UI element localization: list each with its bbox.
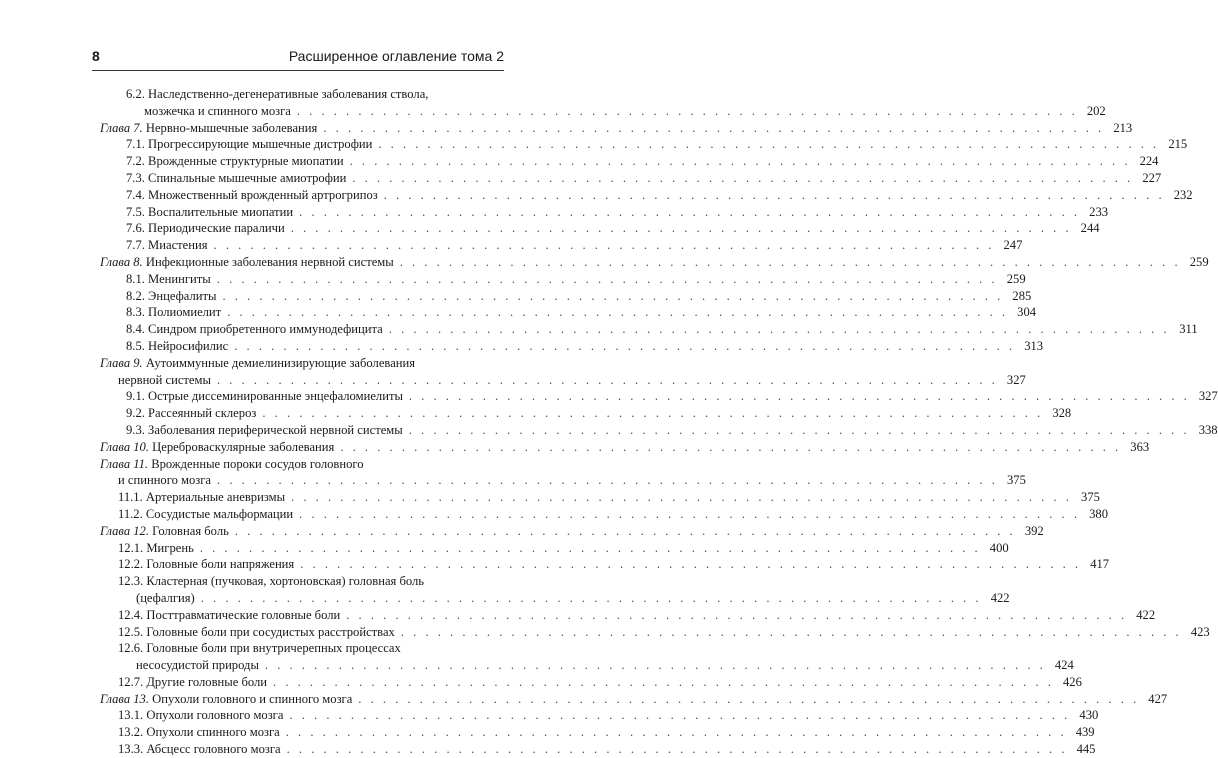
toc-page-number: 427 [1148, 691, 1168, 706]
toc-entry-label [118, 506, 293, 523]
toc-page-number: 417 [1090, 557, 1110, 572]
toc-section-entry [100, 271, 1026, 288]
toc-line [118, 556, 1110, 573]
dot-leader: . . . . . . . . . . . . . . . . . . . . . . . . . . . . . . . . . . . . . . . . . . . . . . . . . . . . . . . . . . . . . . . . [352, 170, 1134, 185]
section-number: 7.4. [126, 187, 145, 202]
toc-page-number: 422 [990, 590, 1010, 605]
section-number: 11.1. [118, 490, 143, 505]
toc-page-number: 233 [1089, 204, 1109, 219]
dot-leader: . . . . . . . . . . . . . . . . . . . . . . . . . . . . . . . . . . . . . . . . . . . . . . . . . . . . . . . . . . . . . . . . [285, 725, 1067, 740]
toc-entry-title: Наследственно-дегенеративные заболевания ствола, [148, 87, 429, 101]
dot-leader: . . . . . . . . . . . . . . . . . . . . . . . . . . . . . . . . . . . . . . . . . . . . . . . . . . . . . . . . . . . . . . . . [358, 691, 1140, 706]
toc-entry-label [126, 187, 378, 204]
toc-section-entry [100, 489, 1100, 506]
toc-section-entry [100, 204, 1109, 221]
dot-leader: . . . . . . . . . . . . . . . . . . . . . . . . . . . . . . . . . . . . . . . . . . . . . . . . . . . . . . . . . . . . . . . . [286, 742, 1068, 757]
toc-page-number: 439 [1075, 725, 1095, 740]
toc-entry-label [136, 657, 259, 674]
section-number: 13.2. [118, 725, 144, 740]
toc-section-entry [100, 540, 1009, 557]
dot-leader: . . . . . . . . . . . . . . . . . . . . . . . . . . . . . . . . . . . . . . . . . . . . . . . . . . . . . . . . . . . . . . . . [300, 557, 1082, 572]
dot-leader: . . . . . . . . . . . . . . . . . . . . . . . . . . . . . . . . . . . . . . . . . . . . . . . . . . . . . . . . . . . . . . . . [299, 204, 1081, 219]
toc-entry-label [126, 237, 208, 254]
dot-leader: . . . . . . . . . . . . . . . . . . . . . . . . . . . . . . . . . . . . . . . . . . . . . . . . . . . . . . . . . . . . . . . . [262, 406, 1044, 421]
toc-entry-label [118, 707, 283, 724]
toc-entry-title: Прогрессирующие мышечные дистрофии [148, 137, 373, 152]
toc-entry-label [118, 641, 401, 655]
toc-entry-label [126, 204, 293, 221]
toc-entry-title: Периодические параличи [148, 221, 285, 236]
toc-entry-label [126, 388, 403, 405]
toc-entry-label [100, 356, 415, 370]
toc-entry-label [118, 724, 280, 741]
toc-line [100, 472, 1026, 489]
table-of-contents [100, 86, 1218, 758]
toc-line [118, 506, 1108, 523]
chapter-label: Глава 13. [100, 691, 150, 706]
toc-line [118, 489, 1100, 506]
toc-entry-label [136, 590, 195, 607]
toc-entry-title: Головные боли при сосудистых расстройствах [146, 624, 395, 639]
toc-entry-title: Головная боль [152, 523, 229, 538]
toc-entry-title: Опухоли спинного мозга [146, 725, 280, 740]
toc-page-number: 213 [1113, 120, 1133, 135]
toc-line [118, 724, 1095, 741]
toc-section-entry [100, 707, 1099, 724]
toc-line [100, 439, 1150, 456]
toc-entry-title: Рассеянный склероз [148, 406, 257, 421]
toc-chapter-entry [100, 439, 1150, 456]
dot-leader: . . . . . . . . . . . . . . . . . . . . . . . . . . . . . . . . . . . . . . . . . . . . . . . . . . . . . . . . . . . . . . . . [227, 305, 1009, 320]
toc-entry-title: Сосудистые мальформации [145, 506, 294, 521]
toc-page-number: 285 [1012, 288, 1032, 303]
toc-line [118, 640, 513, 657]
toc-entry-title: Нейросифилис [148, 338, 229, 353]
dot-leader: . . . . . . . . . . . . . . . . . . . . . . . . . . . . . . . . . . . . . . . . . . . . . . . . . . . . . . . . . . . . . . . . [408, 389, 1190, 404]
toc-line [126, 422, 1218, 439]
toc-entry-label [100, 439, 334, 456]
section-number: 12.4. [118, 607, 144, 622]
toc-line [118, 741, 1096, 758]
dot-leader: . . . . . . . . . . . . . . . . . . . . . . . . . . . . . . . . . . . . . . . . . . . . . . . . . . . . . . . . . . . . . . . . [346, 607, 1128, 622]
chapter-label: Глава 8. [100, 254, 143, 269]
toc-line [100, 691, 1168, 708]
toc-line [126, 237, 1023, 254]
toc-entry-label [118, 607, 340, 624]
toc-page-number: 430 [1079, 708, 1099, 723]
toc-section-entry [100, 338, 1044, 355]
section-number: 8.4. [126, 322, 145, 337]
toc-section-entry [100, 422, 1218, 439]
section-number: 12.2. [118, 557, 144, 572]
toc-entry-title: Синдром приобретенного иммунодефицита [148, 322, 383, 337]
toc-entry-title: Опухоли головного и спинного мозга [152, 691, 353, 706]
toc-section-entry [100, 237, 1023, 254]
toc-line [126, 103, 1106, 120]
toc-line [118, 607, 1156, 624]
section-number: 11.2. [118, 506, 143, 521]
toc-entry-label [118, 556, 294, 573]
toc-entry-title: Острые диссеминированные энцефаломиелиты [148, 389, 403, 404]
toc-entry-label [118, 540, 194, 557]
section-number: 13.1. [118, 708, 144, 723]
toc-section-entry [100, 674, 1082, 691]
toc-section-entry [100, 624, 1210, 641]
toc-page-number: 224 [1139, 154, 1159, 169]
toc-page-number: 422 [1136, 607, 1156, 622]
toc-entry-title: Спинальные мышечные амиотрофии [148, 170, 347, 185]
toc-page-number: 259 [1006, 271, 1026, 286]
toc-page-number: 375 [1007, 473, 1026, 488]
toc-page-number: 202 [1086, 103, 1106, 118]
dot-leader: . . . . . . . . . . . . . . . . . . . . . . . . . . . . . . . . . . . . . . . . . . . . . . . . . . . . . . . . . . . . . . . . [200, 590, 982, 605]
section-number: 8.2. [126, 288, 145, 303]
toc-line [118, 657, 1074, 674]
chapter-label: Глава 10. [100, 439, 150, 454]
toc-entry-title: Головные боли напряжения [146, 557, 295, 572]
dot-leader: . . . . . . . . . . . . . . . . . . . . . . . . . . . . . . . . . . . . . . . . . . . . . . . . . . . . . . . . . . . . . . . . [299, 506, 1080, 521]
toc-entry-title: мозжечка и спинного мозга [144, 103, 291, 118]
toc-section-entry [100, 136, 1188, 153]
toc-line [126, 388, 1218, 405]
dot-leader: . . . . . . . . . . . . . . . . . . . . . . . . . . . . . . . . . . . . . . . . . . . . . . . . . . . . . . . . . . . . . . . . [222, 288, 1004, 303]
toc-entry-label [118, 624, 395, 641]
toc-chapter-entry [100, 523, 1044, 540]
toc-line [118, 590, 1010, 607]
toc-chapter-entry [100, 120, 1133, 137]
toc-line [100, 355, 513, 372]
dot-leader: . . . . . . . . . . . . . . . . . . . . . . . . . . . . . . . . . . . . . . . . . . . . . . . . . . . . . . . . . . . . . . . . [349, 154, 1131, 169]
running-title: Расширенное оглавление тома 2 [288, 48, 504, 64]
chapter-label: Глава 12. [100, 523, 150, 538]
toc-entry-label [126, 422, 403, 439]
toc-line [126, 170, 1162, 187]
toc-page-number: 426 [1063, 674, 1082, 689]
toc-entry-label [100, 457, 364, 471]
toc-line [118, 573, 513, 590]
toc-entry-title: Посттравматические головные боли [146, 607, 341, 622]
toc-section-entry [100, 506, 1108, 523]
toc-line [118, 540, 1009, 557]
toc-entry-label [144, 103, 291, 120]
toc-entry-title: Головные боли при внутричерепных процессах [146, 641, 401, 656]
toc-entry-title: Врожденные структурные миопатии [148, 154, 344, 169]
toc-entry-label [118, 741, 281, 758]
dot-leader: . . . . . . . . . . . . . . . . . . . . . . . . . . . . . . . . . . . . . . . . . . . . . . . . . . . . . . . . . . . . . . . . [216, 271, 998, 286]
toc-line [100, 523, 1044, 540]
toc-entry-title: нервной системы [118, 372, 211, 387]
section-number: 12.1. [118, 540, 144, 555]
toc-line [126, 153, 1159, 170]
toc-entry-title: и спинного мозга [118, 473, 212, 488]
toc-entry-label [126, 220, 285, 237]
toc-entry-title: Энцефалиты [148, 288, 217, 303]
toc-line [126, 86, 513, 103]
toc-section-entry [100, 724, 1095, 741]
toc-page-number: 247 [1003, 238, 1023, 253]
toc-page-number: 327 [1198, 389, 1218, 404]
toc-entry-title: (цефалгия) [136, 590, 195, 605]
section-number: 7.6. [126, 221, 145, 236]
toc-section-entry [100, 321, 1198, 338]
toc-entry-title: Опухоли головного мозга [146, 708, 284, 723]
toc-page-number: 424 [1054, 658, 1074, 673]
section-number: 7.3. [126, 170, 145, 185]
toc-entry-title: Полиомиелит [148, 305, 222, 320]
toc-section-entry [100, 607, 1156, 624]
toc-line [118, 674, 1082, 691]
toc-entry-label [126, 153, 344, 170]
dot-leader: . . . . . . . . . . . . . . . . . . . . . . . . . . . . . . . . . . . . . . . . . . . . . . . . . . . . . . . . . . . . . . . . [234, 338, 1016, 353]
section-number: 7.1. [126, 137, 145, 152]
toc-entry-title: Мигрень [146, 540, 194, 555]
dot-leader: . . . . . . . . . . . . . . . . . . . . . . . . . . . . . . . . . . . . . . . . . . . . . . . . . . . . . . . . . . . . . . . . [323, 120, 1105, 135]
toc-entry-label [126, 304, 221, 321]
toc-line [126, 321, 1198, 338]
toc-entry-label [100, 120, 317, 137]
toc-entry-label [100, 523, 229, 540]
dot-leader: . . . . . . . . . . . . . . . . . . . . . . . . . . . . . . . . . . . . . . . . . . . . . . . . . . . . . . . . . . . . . . . . [199, 540, 981, 555]
dot-leader: . . . . . . . . . . . . . . . . . . . . . . . . . . . . . . . . . . . . . . . . . . . . . . . . . . . . . . . . . . . . . . . . [234, 523, 1016, 538]
toc-chapter-entry [100, 691, 1168, 708]
section-number: 6.2. [126, 87, 145, 101]
toc-entry-title: Множественный врожденный артрогрипоз [148, 187, 378, 202]
toc-section-entry [100, 170, 1162, 187]
toc-page-number: 423 [1190, 624, 1210, 639]
toc-line [126, 304, 1037, 321]
section-number: 9.1. [126, 389, 145, 404]
toc-entry-title: Кластерная (пучковая, хортоновская) головная боль [146, 574, 425, 589]
toc-section-entry [100, 220, 1100, 237]
toc-entry-label [126, 170, 346, 187]
toc-entry-title: Врожденные пороки сосудов головного [151, 456, 364, 471]
toc-entry-label [126, 271, 211, 288]
dot-leader: . . . . . . . . . . . . . . . . . . . . . . . . . . . . . . . . . . . . . . . . . . . . . . . . . . . . . . . . . . . . . . . . [340, 439, 1122, 454]
toc-page-number: 400 [989, 540, 1009, 555]
dot-leader: . . . . . . . . . . . . . . . . . . . . . . . . . . . . . . . . . . . . . . . . . . . . . . . . . . . . . . . . . . . . . . . . [383, 187, 1165, 202]
section-number: 13.3. [118, 742, 144, 757]
toc-section-entry [100, 288, 1032, 305]
toc-entry-title: Заболевания периферической нервной системы [148, 422, 403, 437]
dot-leader: . . . . . . . . . . . . . . . . . . . . . . . . . . . . . . . . . . . . . . . . . . . . . . . . . . . . . . . . . . . . . . . . [289, 708, 1071, 723]
section-number: 8.3. [126, 305, 145, 320]
toc-line [126, 136, 1188, 153]
section-number: 7.5. [126, 204, 145, 219]
toc-line [118, 707, 1099, 724]
toc-line [100, 372, 1026, 389]
dot-leader: . . . . . . . . . . . . . . . . . . . . . . . . . . . . . . . . . . . . . . . . . . . . . . . . . . . . . . . . . . . . . . . . [217, 473, 998, 488]
section-number: 7.7. [126, 238, 145, 253]
section-number: 12.3. [118, 574, 144, 589]
toc-page-number: 311 [1179, 322, 1198, 337]
dot-leader: . . . . . . . . . . . . . . . . . . . . . . . . . . . . . . . . . . . . . . . . . . . . . . . . . . . . . . . . . . . . . . . . [296, 103, 1078, 118]
dot-leader: . . . . . . . . . . . . . . . . . . . . . . . . . . . . . . . . . . . . . . . . . . . . . . . . . . . . . . . . . . . . . . . . [388, 322, 1170, 337]
section-number: 8.5. [126, 338, 145, 353]
section-number: 12.6. [118, 641, 144, 656]
chapter-label: Глава 11. [100, 456, 149, 471]
toc-line [118, 624, 1210, 641]
toc-entry-label [118, 574, 424, 588]
toc-chapter-entry [100, 456, 1026, 490]
section-number: 7.2. [126, 154, 145, 169]
toc-chapter-entry [100, 355, 1026, 389]
dot-leader: . . . . . . . . . . . . . . . . . . . . . . . . . . . . . . . . . . . . . . . . . . . . . . . . . . . . . . . . . . . . . . . . [216, 372, 998, 387]
chapter-label: Глава 9. [100, 355, 143, 370]
toc-entry-label [126, 87, 428, 101]
toc-entry-label [126, 338, 228, 355]
toc-entry-label [126, 288, 216, 305]
section-number: 12.5. [118, 624, 144, 639]
toc-entry-title: Абсцесс головного мозга [146, 742, 281, 757]
dot-leader: . . . . . . . . . . . . . . . . . . . . . . . . . . . . . . . . . . . . . . . . . . . . . . . . . . . . . . . . . . . . . . . . [400, 624, 1182, 639]
toc-page-number: 363 [1130, 439, 1150, 454]
page-number: 8 [92, 48, 100, 64]
toc-page-number: 227 [1142, 170, 1162, 185]
toc-entry-label [126, 136, 372, 153]
toc-line [126, 405, 1072, 422]
toc-page-number: 338 [1198, 422, 1218, 437]
toc-entry-title: Воспалительные миопатии [148, 204, 294, 219]
toc-entry-label [118, 489, 285, 506]
toc-section-entry [100, 153, 1159, 170]
toc-section-entry [100, 556, 1110, 573]
toc-entry-title: Артериальные аневризмы [145, 490, 286, 505]
toc-line [100, 120, 1133, 137]
toc-page-number: 215 [1168, 137, 1188, 152]
toc-page-number: 304 [1017, 305, 1037, 320]
toc-section-entry [100, 573, 1010, 607]
dot-leader: . . . . . . . . . . . . . . . . . . . . . . . . . . . . . . . . . . . . . . . . . . . . . . . . . . . . . . . . . . . . . . . . [213, 238, 995, 253]
toc-entry-title: Цереброваскулярные заболевания [152, 439, 335, 454]
dot-leader: . . . . . . . . . . . . . . . . . . . . . . . . . . . . . . . . . . . . . . . . . . . . . . . . . . . . . . . . . . . . . . . . [273, 674, 1054, 689]
toc-entry-title: Миастения [148, 238, 208, 253]
toc-chapter-entry [100, 254, 1209, 271]
dot-leader: . . . . . . . . . . . . . . . . . . . . . . . . . . . . . . . . . . . . . . . . . . . . . . . . . . . . . . . . . . . . . . . . [378, 137, 1160, 152]
toc-page-number: 375 [1081, 490, 1100, 505]
toc-line [126, 204, 1109, 221]
toc-line [126, 271, 1026, 288]
toc-section-entry [100, 304, 1037, 321]
dot-leader: . . . . . . . . . . . . . . . . . . . . . . . . . . . . . . . . . . . . . . . . . . . . . . . . . . . . . . . . . . . . . . . . [264, 658, 1046, 673]
toc-entry-label [100, 254, 394, 271]
toc-section-entry [100, 741, 1096, 758]
toc-page-number: 244 [1080, 221, 1100, 236]
running-header [92, 44, 504, 71]
toc-entry-title: Инфекционные заболевания нервной системы [145, 254, 394, 269]
toc-line [100, 456, 513, 473]
toc-entry-label [118, 674, 267, 691]
toc-entry-title: Аутоиммунные демиелинизирующие заболевания [145, 355, 416, 370]
toc-section-entry [100, 187, 1193, 204]
toc-page-number: 445 [1076, 742, 1096, 757]
toc-entry-title: Другие головные боли [146, 674, 268, 689]
toc-line [100, 254, 1209, 271]
toc-page-number: 232 [1173, 187, 1193, 202]
toc-page-number: 259 [1189, 254, 1209, 269]
toc-page-number: 327 [1006, 372, 1026, 387]
toc-entry-title: несосудистой природы [136, 658, 259, 673]
toc-entry-title: Нервно-мышечные заболевания [145, 120, 318, 135]
toc-entry-label [118, 472, 211, 489]
dot-leader: . . . . . . . . . . . . . . . . . . . . . . . . . . . . . . . . . . . . . . . . . . . . . . . . . . . . . . . . . . . . . . . . [290, 221, 1072, 236]
section-number: 9.2. [126, 406, 145, 421]
toc-entry-label [126, 405, 256, 422]
toc-section-entry [100, 405, 1072, 422]
toc-entry-label [126, 321, 383, 338]
section-number: 12.7. [118, 674, 144, 689]
toc-line [126, 338, 1044, 355]
toc-entry-label [118, 372, 211, 389]
toc-page-number: 313 [1024, 338, 1044, 353]
toc-section-entry [100, 640, 1074, 674]
dot-leader: . . . . . . . . . . . . . . . . . . . . . . . . . . . . . . . . . . . . . . . . . . . . . . . . . . . . . . . . . . . . . . . . [399, 254, 1181, 269]
toc-entry-label [100, 691, 352, 708]
toc-section-entry [100, 388, 1218, 405]
section-number: 8.1. [126, 271, 145, 286]
toc-line [126, 187, 1193, 204]
toc-line [126, 220, 1100, 237]
dot-leader: . . . . . . . . . . . . . . . . . . . . . . . . . . . . . . . . . . . . . . . . . . . . . . . . . . . . . . . . . . . . . . . . [408, 422, 1190, 437]
dot-leader: . . . . . . . . . . . . . . . . . . . . . . . . . . . . . . . . . . . . . . . . . . . . . . . . . . . . . . . . . . . . . . . . [291, 490, 1072, 505]
toc-page-number: 328 [1052, 406, 1072, 421]
toc-page-number: 392 [1024, 523, 1044, 538]
toc-entry-title: Менингиты [148, 271, 211, 286]
toc-page-number: 380 [1089, 506, 1108, 521]
toc-section-entry [100, 86, 1106, 120]
toc-line [126, 288, 1032, 305]
chapter-label: Глава 7. [100, 120, 143, 135]
section-number: 9.3. [126, 422, 145, 437]
